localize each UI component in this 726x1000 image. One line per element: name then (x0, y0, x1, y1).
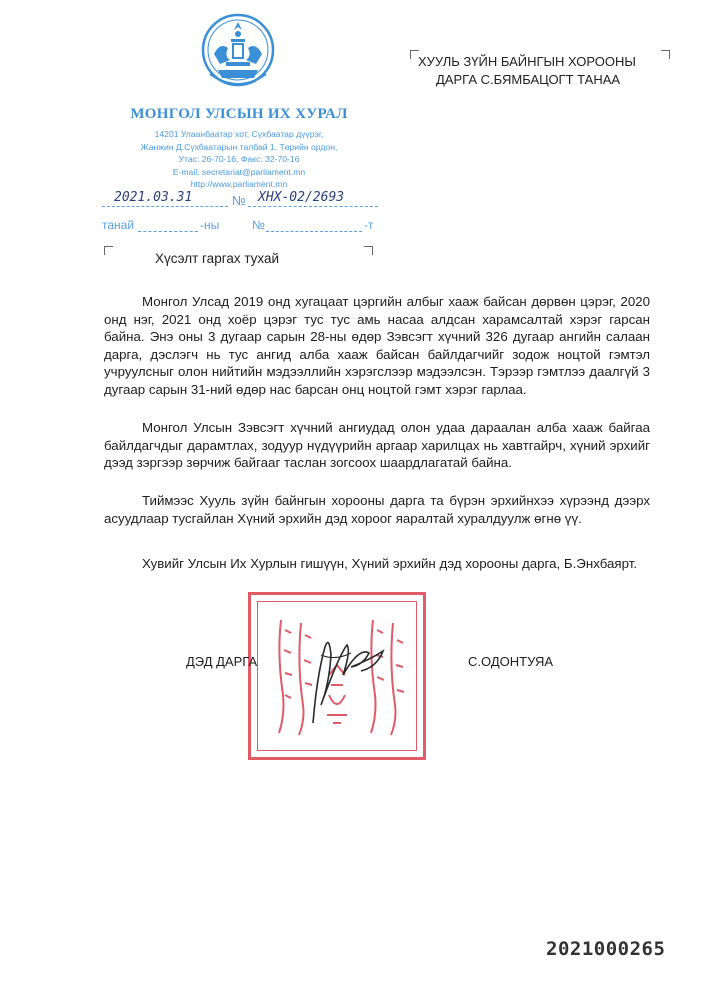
address-line: Утас: 26-70-16, Факс: 32-70-16 (178, 154, 300, 165)
org-address (100, 128, 378, 191)
date-line (102, 206, 228, 207)
signatory-title: ДЭД ДАРГА (186, 654, 258, 669)
corner-mark (661, 50, 670, 59)
address-line: Жанжин Д.Сүхбаатарын талбай 1, Төрийн ордон, (140, 141, 338, 152)
recipient-line-2: ДАРГА С.БЯМБАЦОГТ ТАНАА (436, 72, 621, 87)
tanai-label: танай (102, 218, 135, 232)
registration-number: 2021000265 (546, 938, 666, 960)
subject-line: Хүсэлт гаргах тухай (155, 251, 280, 266)
official-seal (248, 592, 426, 760)
ny-label: -ны (200, 218, 220, 232)
corner-mark (364, 246, 373, 255)
signatory-name: С.ОДОНТУЯА (468, 654, 554, 669)
letter-number: ХНХ-02/2693 (258, 190, 345, 205)
body-paragraph-2: Монгол Улсын Зэвсэгт хүчний ангиудад олон удаа дараалан алба хааж байгаа байлдагчдыг дарамтлах, зодуур нүдүүрийн аргаар харилцах нь хавтгайрч, хүний эрхийг дээд зэргээр зөрчиж байгааг таслан зогсоох шаардлагатай байна. (104, 420, 650, 471)
reply-number-line (266, 231, 362, 232)
email-line: E-mail: secretariat@parliament.mn (172, 166, 306, 177)
t-label: -т (364, 218, 374, 232)
recipient-line-1: ХУУЛЬ ЗҮЙН БАЙНГЫН ХОРООНЫ (418, 54, 636, 69)
corner-mark (104, 246, 113, 255)
body-paragraph-3: Тиймээс Хууль зүйн байнгын хорооны дарга та бүрэн эрхийнхээ хүрээнд дээрх асуудлаар тусгайлан Хүний эрхийн дэд хороог яаралтай хуралдуулж өгнө үү. (104, 493, 650, 526)
address-line: 14201 Улаанбаатар хот, Сүхбаатар дүүрэг, (154, 129, 324, 139)
soyombo-emblem-icon (200, 12, 276, 92)
copy-note: Хувийг Улсын Их Хурлын гишүүн, Хүний эрхийн дэд хорооны дарга, Б.Энхбаярт. (142, 556, 638, 571)
letter-date: 2021.03.31 (114, 190, 193, 205)
no-label: № (252, 218, 265, 232)
body-paragraph-1: Монгол Улсад 2019 онд хугацаат цэргийн албыг хааж байсан дөрвөн цэрэг, 2020 онд нэг, 2021 онд хоёр цэрэг тус тус амь насаа алдсан харамсалтай хэрэг гарсан байна. Энэ оны 3 дугаар сарын 28-ны өдөр Зэвсэгт хүчний 326 дугаар ангийн салаан дарга, дэслэгч нь тус ангид алба хааж байсан байлдагчийг зодож ноцтой гэмтэл учруулсныг олон нийтийн мэдээллийн хэрэгслээр мэдээлсэн. Тэрээр гэмтлээ даалгүй 3 дугаар сарын 31-ний өдөр нас барсан онц ноцтой гэмт хэрэг гарлаа. (104, 294, 650, 397)
number-sign: № (232, 193, 246, 208)
recipient-block (410, 50, 670, 88)
reply-date-line (138, 231, 198, 232)
handwritten-signature-icon (251, 595, 423, 757)
website-line: http://www.parliament.mn (190, 179, 288, 190)
number-line (248, 206, 378, 207)
org-name: МОНГОЛ УЛСЫН ИХ ХУРАЛ (130, 106, 348, 122)
